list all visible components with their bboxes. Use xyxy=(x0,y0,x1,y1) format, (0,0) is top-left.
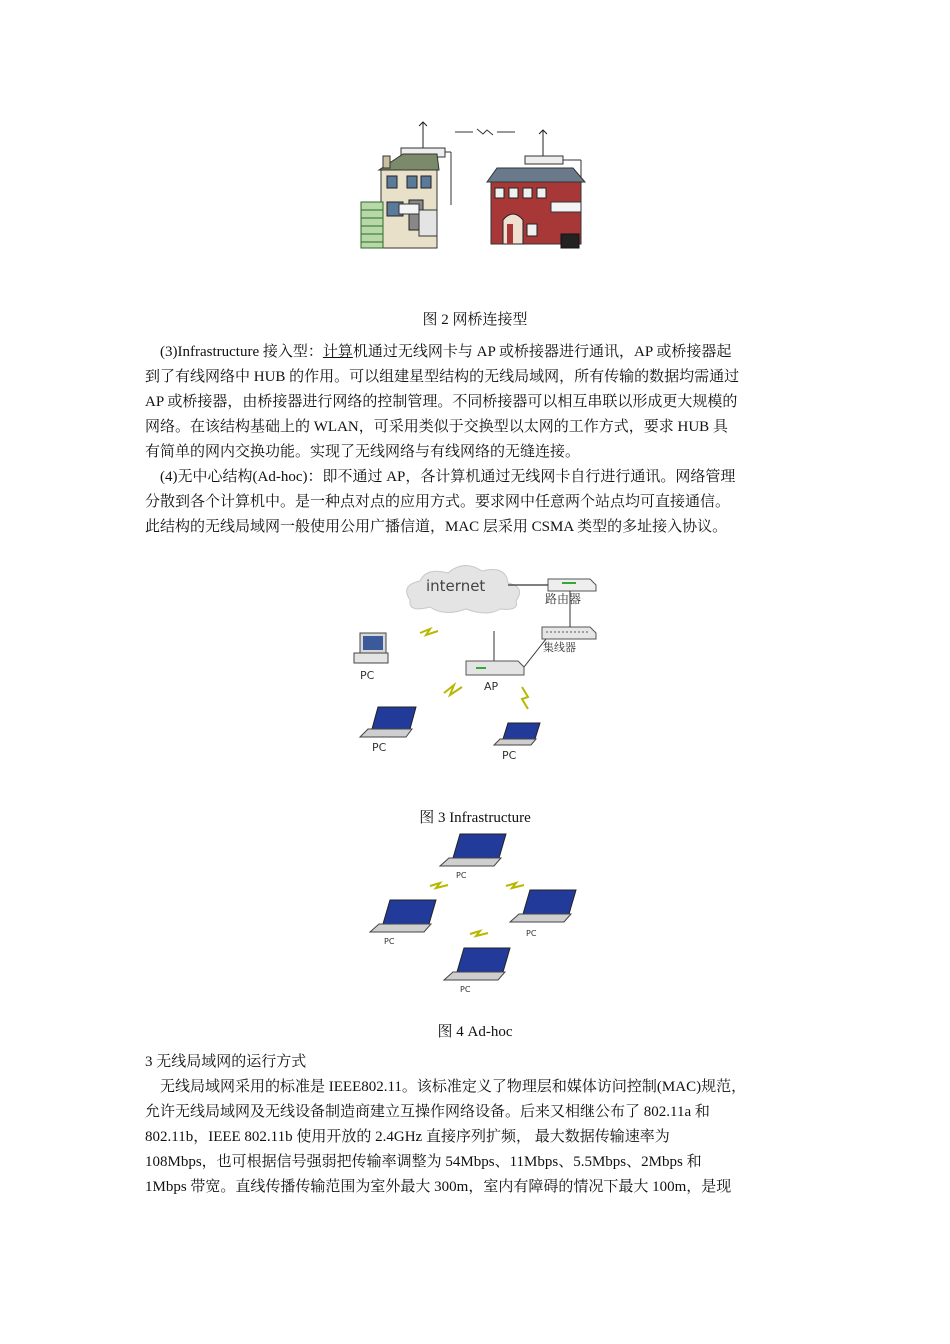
paragraph-line: 有简单的网内交换功能。实现了无线网络与有线网络的无缝连接。 xyxy=(145,444,581,460)
section-heading: 3 无线局域网的运行方式 xyxy=(145,1054,307,1070)
laptop-icon xyxy=(360,707,416,737)
right-house-icon xyxy=(487,130,585,248)
text-run: (3)Infrastructure 接入型： xyxy=(160,344,323,360)
hub-icon xyxy=(542,627,596,639)
text-run: 机通过无线网卡与 AP 或桥接器进行通讯，AP 或桥接器起 xyxy=(352,344,732,360)
ap-label: AP xyxy=(484,680,499,693)
router-label: 路由器 xyxy=(545,592,582,606)
paragraph-line: 允许无线局域网及无线设备制造商建立互操作网络设备。后来又相继公布了 802.11a 和 xyxy=(145,1104,710,1120)
paragraph-line: 分散到各个计算机中。是一种点对点的应用方式。要求网中任意两个站点均可直接通信。 xyxy=(145,494,731,510)
signal-bolt-icon xyxy=(444,685,462,695)
pc-label: PC xyxy=(526,929,537,938)
paragraph-line: 到了有线网络中 HUB 的作用。可以组建星型结构的无线局域网，所有传输的数据均需通过 xyxy=(145,369,740,385)
pc-label: PC xyxy=(460,985,471,994)
paragraph-line: AP 或桥接器，由桥接器进行网络的控制管理。不同桥接器可以相互串联以形成更大规模的 xyxy=(145,394,738,410)
laptop-icon xyxy=(370,900,436,932)
paragraph-line: 网络。在该结构基础上的 WLAN，可采用类似于交换型以太网的工作方式，要求 HUB 具 xyxy=(145,419,728,435)
paragraph-line: 无线局域网采用的标准是 IEEE802.11。该标准定义了物理层和媒体访问控制(MAC)规范， xyxy=(160,1079,747,1095)
laptop-icon xyxy=(444,948,510,980)
access-point-icon xyxy=(466,631,524,675)
laptop-icon xyxy=(510,890,576,922)
section-3 xyxy=(145,1050,810,1200)
signal-bolt-icon xyxy=(420,629,438,635)
paragraph-line xyxy=(145,340,810,365)
figure-4-caption: 图 4 Ad-hoc xyxy=(437,1024,513,1040)
figure-2-illustration xyxy=(355,120,595,255)
pc-label: PC xyxy=(384,937,395,946)
internet-label: internet xyxy=(426,577,486,595)
desktop-pc-label: PC xyxy=(360,669,375,682)
router-icon xyxy=(548,579,596,591)
figure-2-caption: 图 2 网桥连接型 xyxy=(422,312,528,328)
underlined-link-text[interactable]: 计算 xyxy=(322,344,353,360)
desktop-pc-icon xyxy=(354,633,388,663)
left-house-icon xyxy=(361,122,451,248)
paragraph-infrastructure xyxy=(145,340,810,465)
paragraph-line: 1Mbps 带宽。直线传播传输范围为室外最大 300m，室内有障碍的情况下最大 100m，是现 xyxy=(145,1179,732,1195)
laptop-left-label: PC xyxy=(372,741,387,754)
paragraph-line: (4)无中心结构(Ad-hoc)：即不通过 AP，各计算机通过无线网卡自行进行通讯。网络管理 xyxy=(160,469,736,485)
paragraph-line: 此结构的无线局域网一般使用公用广播信道，MAC 层采用 CSMA 类型的多址接入协议。 xyxy=(145,519,728,535)
signal-bolt-icon xyxy=(522,687,528,709)
laptop-icon xyxy=(440,834,506,866)
figure-3-caption: 图 3 Infrastructure xyxy=(419,810,531,826)
signal-bolt-icon xyxy=(470,931,488,936)
pc-label: PC xyxy=(456,871,467,880)
figure-3-diagram xyxy=(340,545,610,765)
paragraph-line: 802.11b，IEEE 802.11b 使用开放的 2.4GHz 直接序列扩频， 最大数据传输速率为 xyxy=(145,1129,670,1145)
wireless-link-icon xyxy=(455,129,515,135)
figure-4-diagram xyxy=(360,830,590,1000)
hub-label: 集线器 xyxy=(543,641,576,654)
paragraph-line: 108Mbps，也可根据信号强弱把传输率调整为 54Mbps、11Mbps、5.5Mbps、2Mbps 和 xyxy=(145,1154,702,1170)
laptop-right-label: PC xyxy=(502,749,517,762)
laptop-icon xyxy=(494,723,540,745)
paragraph-adhoc xyxy=(145,465,810,540)
signal-bolt-icon xyxy=(506,883,524,888)
signal-bolt-icon xyxy=(430,883,448,888)
